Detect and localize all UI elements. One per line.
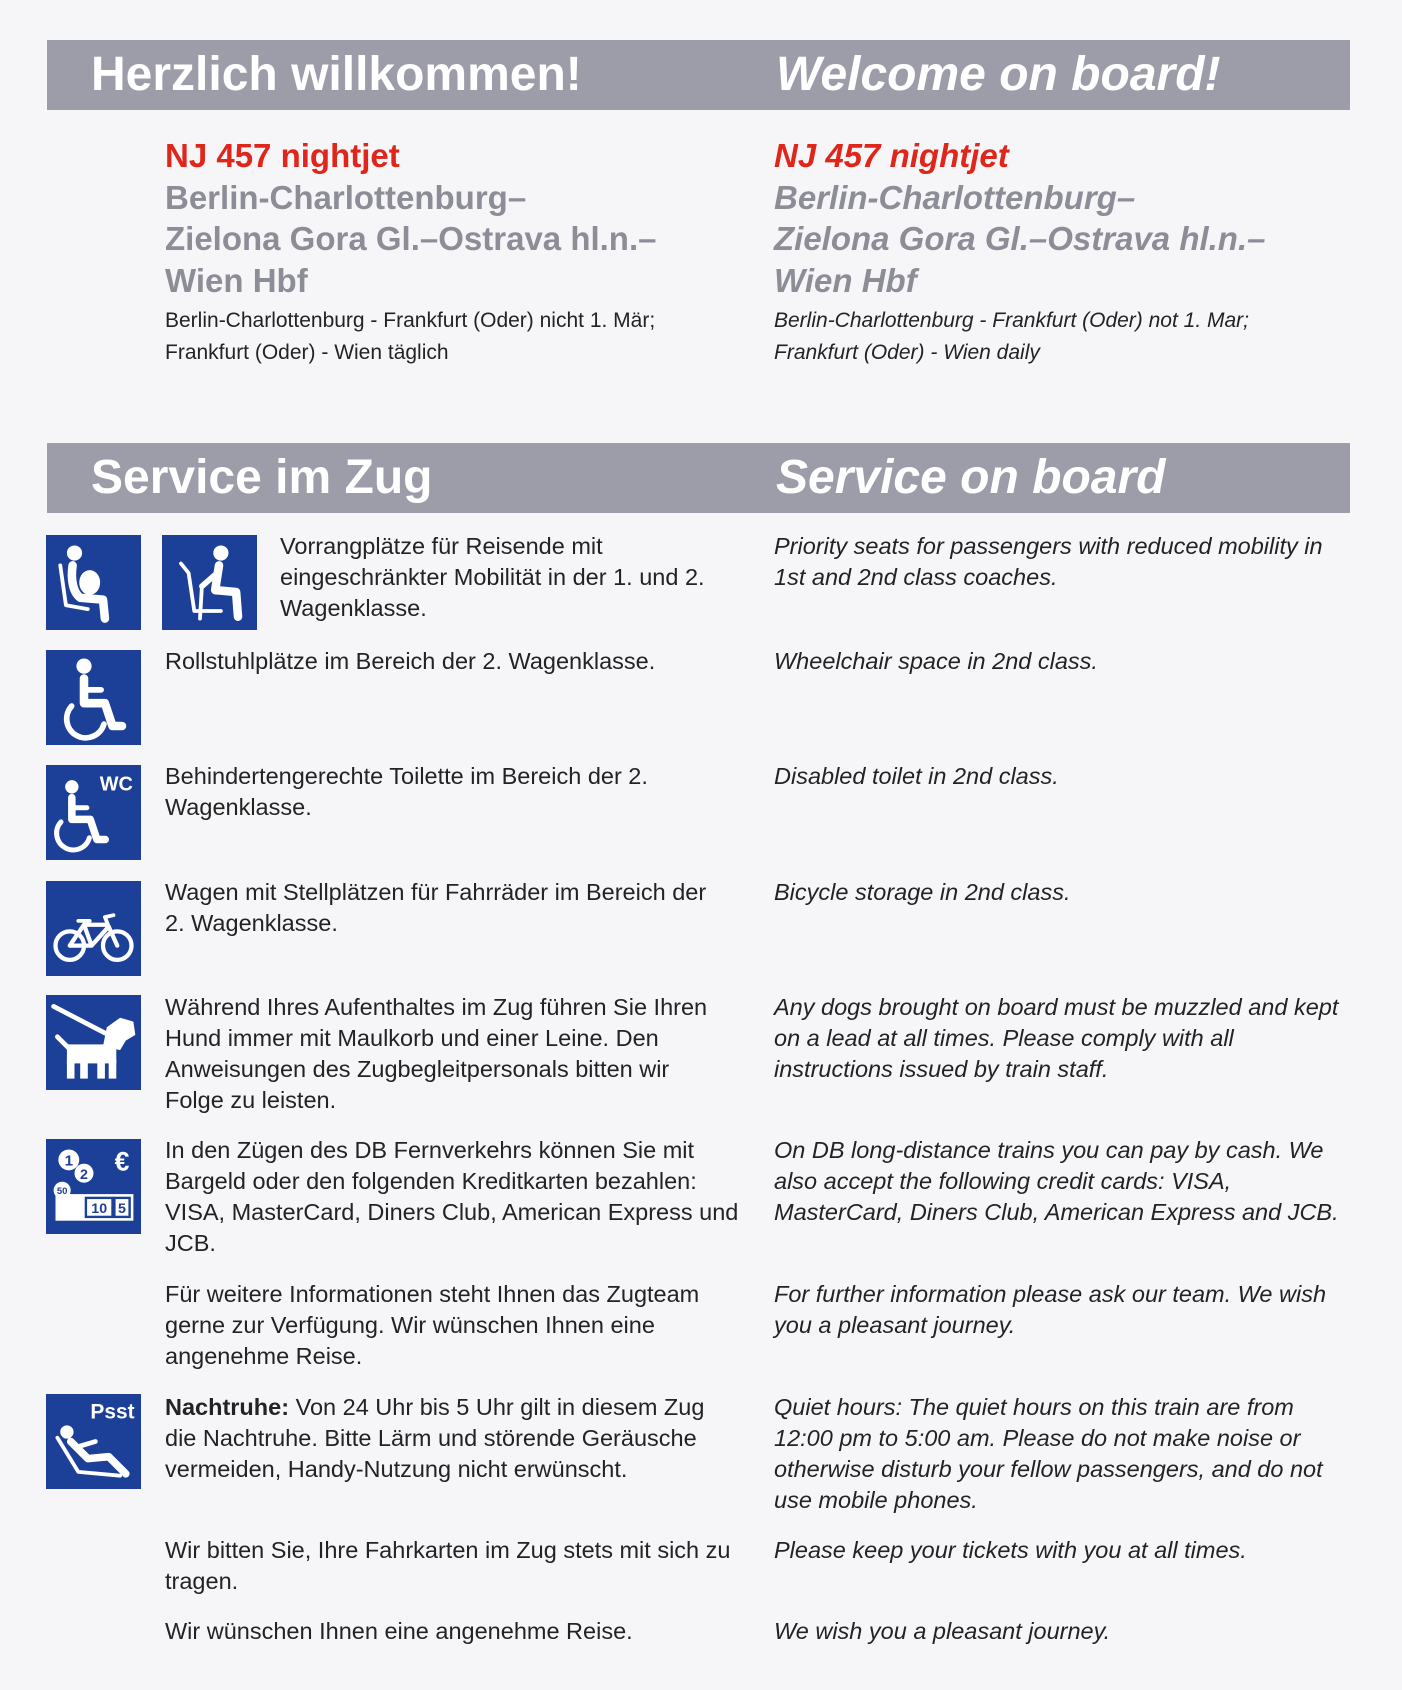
service-text-de — [165, 1279, 699, 1372]
service-text-en — [774, 761, 1059, 792]
text-line: Wagenklasse. — [165, 794, 312, 820]
text-line: 2. Wagenklasse. — [165, 910, 338, 936]
welcome-title-en: Welcome on board! — [776, 48, 1221, 101]
text-line: die Nachtruhe. Bitte Lärm und störende Geräusche — [165, 1425, 697, 1451]
service-text-en — [774, 992, 1338, 1085]
service-text-en — [774, 531, 1323, 593]
text-line: VISA, MasterCard, Diners Club, American Express und — [165, 1199, 739, 1225]
quiet-hours-lead: Nachtruhe: — [165, 1394, 290, 1420]
service-text-en — [774, 1392, 1323, 1516]
text-line: eingeschränkter Mobilität in der 1. und 2. — [280, 564, 705, 590]
text-line: Rollstuhlplätze im Bereich der 2. Wagenklasse. — [165, 648, 656, 674]
text-line: Any dogs brought on board must be muzzled and kept — [774, 994, 1339, 1020]
service-text-en — [774, 1616, 1110, 1647]
text-line: Während Ihres Aufenthaltes im Zug führen Sie Ihren — [165, 994, 708, 1020]
text-line: otherwise disturb your fellow passengers, and do not — [774, 1456, 1323, 1482]
text-line: Anweisungen des Zugbegleitpersonals bitten wir — [165, 1056, 670, 1082]
text-line: In den Zügen des DB Fernverkehrs können Sie mit — [165, 1137, 695, 1163]
wc-label: WC — [99, 773, 133, 796]
text-line: MasterCard, Diners Club, American Express and JCB. — [774, 1199, 1339, 1225]
train-schedule-en — [774, 305, 1249, 369]
service-title-de: Service im Zug — [91, 451, 433, 504]
text-line: Bicycle storage in 2nd class. — [774, 879, 1071, 905]
service-text-de — [165, 992, 707, 1116]
text-line: Quiet hours: The quiet hours on this train are from — [774, 1394, 1294, 1420]
service-text-en — [774, 1535, 1247, 1566]
text-line: Wheelchair space in 2nd class. — [774, 648, 1098, 674]
train-info-de — [165, 135, 657, 301]
text-line: angenehme Reise. — [165, 1343, 363, 1369]
text-line: On DB long-distance trains you can pay by cash. We — [774, 1137, 1324, 1163]
text-line: tragen. — [165, 1568, 239, 1594]
text-line: Für weitere Informationen steht Ihnen das Zugteam — [165, 1281, 700, 1307]
text-line: Bargeld oder den folgenden Kreditkarten bezahlen: — [165, 1168, 697, 1194]
text-line: use mobile phones. — [774, 1487, 978, 1513]
text-line: also accept the following credit cards: VISA, — [774, 1168, 1232, 1194]
text-line: Disabled toilet in 2nd class. — [774, 763, 1059, 789]
train-name: NJ 457 nightjet — [165, 137, 400, 174]
text-line: We wish you a pleasant journey. — [774, 1618, 1111, 1644]
coin-1-label: 1 — [64, 1152, 74, 1170]
train-route-line: Wien Hbf — [774, 261, 917, 299]
psst-label: Psst — [90, 1400, 135, 1424]
service-text-de — [280, 531, 705, 624]
text-line: vermeiden, Handy-Nutzung nicht erwünscht. — [165, 1456, 628, 1482]
service-title-en: Service on board — [776, 451, 1166, 504]
train-info-en — [774, 135, 1266, 301]
text-line: on a lead at all times. Please comply with all — [774, 1025, 1234, 1051]
text-line: Wagenklasse. — [280, 595, 427, 621]
wheelchair-toilet-icon — [46, 765, 141, 860]
service-text-de — [165, 761, 648, 823]
service-text-de — [165, 1535, 730, 1597]
service-header-bar — [47, 443, 1350, 513]
text-line: Vorrangplätze für Reisende mit — [280, 533, 603, 559]
text-line: Behindertengerechte Toilette im Bereich der 2. — [165, 763, 648, 789]
bicycle-icon — [46, 881, 141, 976]
text-line: Hund immer mit Maulkorb und einer Leine. Den — [165, 1025, 659, 1051]
train-route-line: Berlin-Charlottenburg– — [165, 178, 527, 216]
service-text-en — [774, 1279, 1326, 1341]
train-name: NJ 457 nightjet — [774, 137, 1009, 174]
coin-2-label: 2 — [80, 1166, 88, 1183]
quiet-hours-icon — [46, 1394, 141, 1489]
text-line: instructions issued by train staff. — [774, 1056, 1109, 1082]
service-text-en — [774, 1135, 1339, 1228]
text-fragment: Von 24 Uhr bis 5 Uhr gilt in diesem Zug — [295, 1394, 705, 1420]
schedule-line: Frankfurt (Oder) - Wien täglich — [165, 341, 449, 364]
text-line: Priority seats for passengers with reduced mobility in — [774, 533, 1323, 559]
note-10-label: 10 — [91, 1201, 108, 1218]
train-route-line: Wien Hbf — [165, 261, 308, 299]
text-line: Please keep your tickets with you at all times. — [774, 1537, 1247, 1563]
pregnant-seated-icon — [46, 535, 141, 630]
service-text-de — [165, 1135, 738, 1259]
train-route-line: Zielona Gora Gl.–Ostrava hl.n.– — [165, 220, 657, 257]
welcome-header-bar — [47, 40, 1350, 110]
note-50-label: 50 — [56, 1186, 68, 1198]
text-line: gerne zur Verfügung. Wir wünschen Ihnen eine — [165, 1312, 655, 1338]
text-line: JCB. — [165, 1230, 216, 1256]
text-line: 12:00 pm to 5:00 am. Please do not make noise or — [774, 1425, 1301, 1451]
service-text-de — [165, 1616, 633, 1647]
service-text-de — [165, 646, 655, 677]
service-text-de — [165, 877, 706, 939]
service-text-de — [165, 1392, 704, 1485]
text-line: Wir bitten Sie, Ihre Fahrkarten im Zug stets mit sich zu — [165, 1537, 731, 1563]
train-schedule-de — [165, 305, 655, 369]
text-line: Wir wünschen Ihnen eine angenehme Reise. — [165, 1618, 633, 1644]
schedule-line: Frankfurt (Oder) - Wien daily — [774, 341, 1040, 364]
welcome-title-de: Herzlich willkommen! — [91, 48, 582, 101]
schedule-line: Berlin-Charlottenburg - Frankfurt (Oder) not 1. Mar; — [774, 309, 1250, 332]
text-line: you a pleasant journey. — [774, 1312, 1016, 1338]
euro-sign: € — [114, 1146, 130, 1177]
payment-cash-icon — [46, 1139, 141, 1234]
mobility-seated-icon — [162, 535, 257, 630]
text-line: For further information please ask our team. We wish — [774, 1281, 1327, 1307]
train-route-line: Berlin-Charlottenburg– — [774, 178, 1136, 216]
text-line: Wagen mit Stellplätzen für Fahrräder im Bereich der — [165, 879, 707, 905]
text-line — [165, 1392, 704, 1423]
train-route-line: Zielona Gora Gl.–Ostrava hl.n.– — [774, 220, 1266, 257]
service-text-en — [774, 877, 1071, 908]
note-5-label: 5 — [118, 1201, 126, 1218]
text-line: Folge zu leisten. — [165, 1087, 337, 1113]
service-text-en — [774, 646, 1098, 677]
dog-muzzle-lead-icon — [46, 995, 141, 1090]
wheelchair-icon — [46, 650, 141, 745]
schedule-line: Berlin-Charlottenburg - Frankfurt (Oder) nicht 1. Mär; — [165, 309, 656, 332]
text-line: 1st and 2nd class coaches. — [774, 564, 1058, 590]
